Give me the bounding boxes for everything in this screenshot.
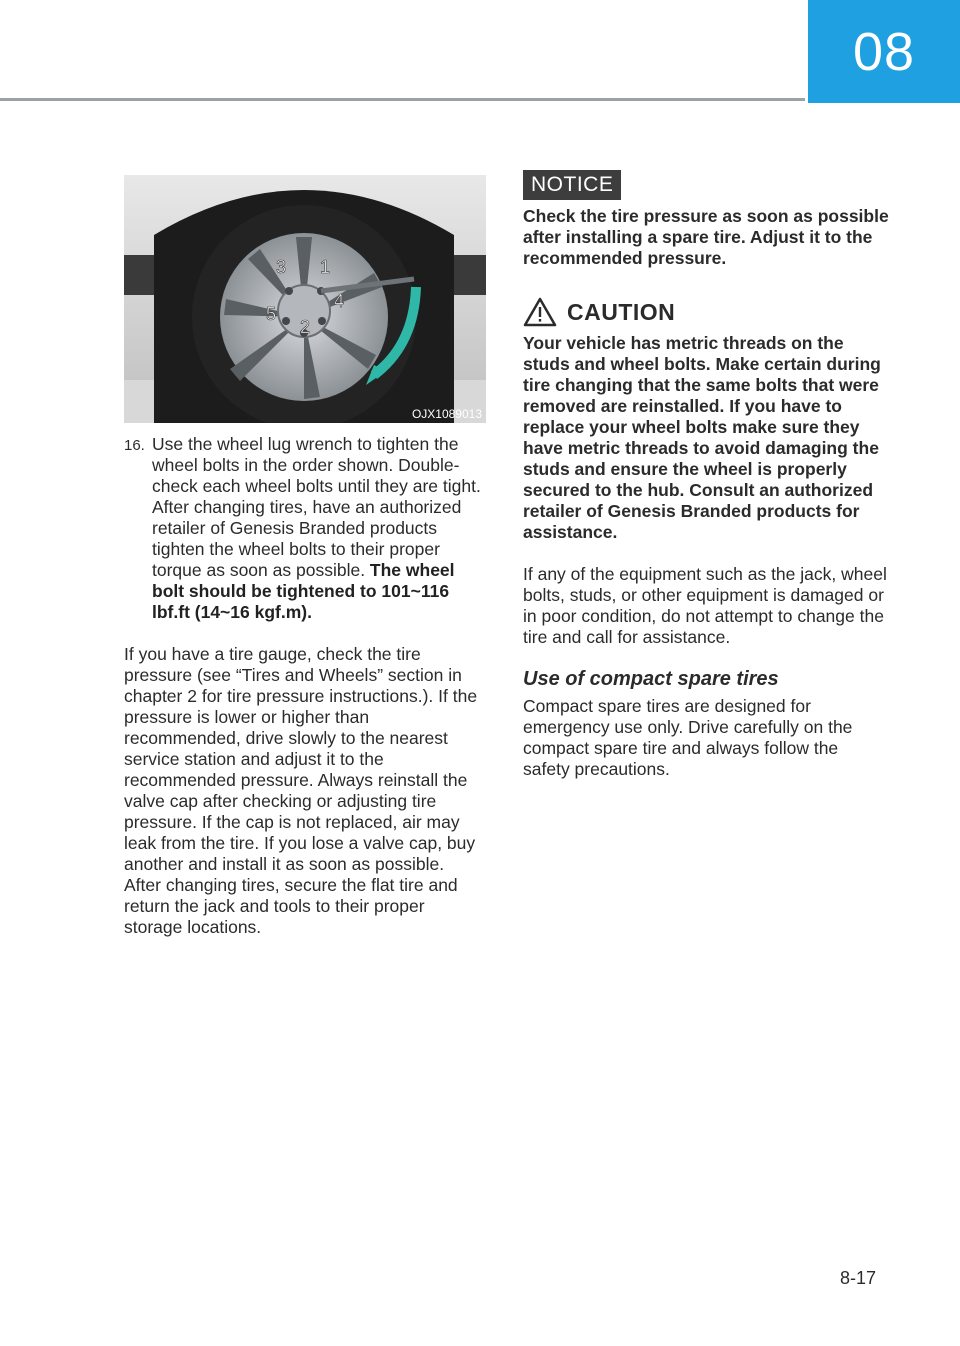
section-text: Compact spare tires are designed for emergency use only. Drive carefully on the compact spare tire and always follow the safety precautions. [523, 696, 853, 779]
notice-text: Check the tire pressure as soon as possible after installing a spare tire. Adjust it to the recommended pressure. [523, 206, 889, 268]
step-torque-spec: The wheel bolt should be tightened to 101~116 lbf.ft (14~16 kgf.m). [152, 560, 455, 622]
step-body: Use the wheel lug wrench to tighten the wheel bolts in the order shown. Double-check each wheel bolts until they are tight. After changing tires, have an authorized retailer of Genesis Branded products tighten the wheel bolts to their proper torque as soon as possible. [152, 434, 481, 580]
bolt [318, 317, 326, 325]
bolt [282, 317, 290, 325]
bolt-label-4: 4 [334, 291, 345, 311]
bolt [285, 287, 293, 295]
caution-label: CAUTION [567, 298, 676, 325]
right-column [523, 170, 889, 780]
step-text [152, 434, 484, 623]
caution-heading [523, 297, 889, 327]
bolt-label-5: 5 [266, 304, 277, 324]
equipment-paragraph: If any of the equipment such as the jack, wheel bolts, studs, or other equipment is damaged or in poor condition, do not attempt to change the tire and call for assistance. [523, 564, 887, 647]
section-title: Use of compact spare tires [523, 668, 779, 690]
figure-code: OJX1089013 [411, 407, 482, 421]
tire-gauge-paragraph: If you have a tire gauge, check the tire pressure (see “Tires and Wheels” section in chapter 2 for tire pressure instructions.). If the pressure is lower or higher than recommended, drive slowly to the nearest service station and adjust it to the recommended pressure. Always reinstall the valve cap after checking or adjusting tire pressure. If the cap is not replaced, air may leak from the tire. If you lose a valve cap, buy another and install it as soon as possible. After changing tires, secure the flat tire and return the jack and tools to their proper storage locations. [124, 644, 478, 937]
page-number: 8-17 [840, 1268, 877, 1288]
notice-badge: NOTICE [523, 170, 621, 200]
chapter-number: 08 [852, 21, 916, 82]
bolt-label-3: 3 [276, 257, 287, 277]
bolt-label-1: 1 [320, 257, 331, 277]
caution-text: Your vehicle has metric threads on the studs and wheel bolts. Make certain during tire changing that the same bolts that were removed are reinstalled. If you have to replace your wheel bolts make sure they have metric threads to avoid damaging the studs and ensure the wheel is properly secured to the hub. Consult an authorized retailer of Genesis Branded products for assistance. [523, 333, 881, 542]
wheel-svg [124, 175, 486, 423]
left-column [124, 434, 484, 938]
step-16 [124, 434, 484, 623]
bolt-label-2: 2 [300, 317, 311, 337]
chapter-tab [808, 0, 960, 103]
wheel-illustration [124, 175, 486, 423]
warning-triangle-icon [523, 297, 557, 327]
step-number: 16. [124, 437, 145, 454]
header-rule [0, 98, 805, 101]
